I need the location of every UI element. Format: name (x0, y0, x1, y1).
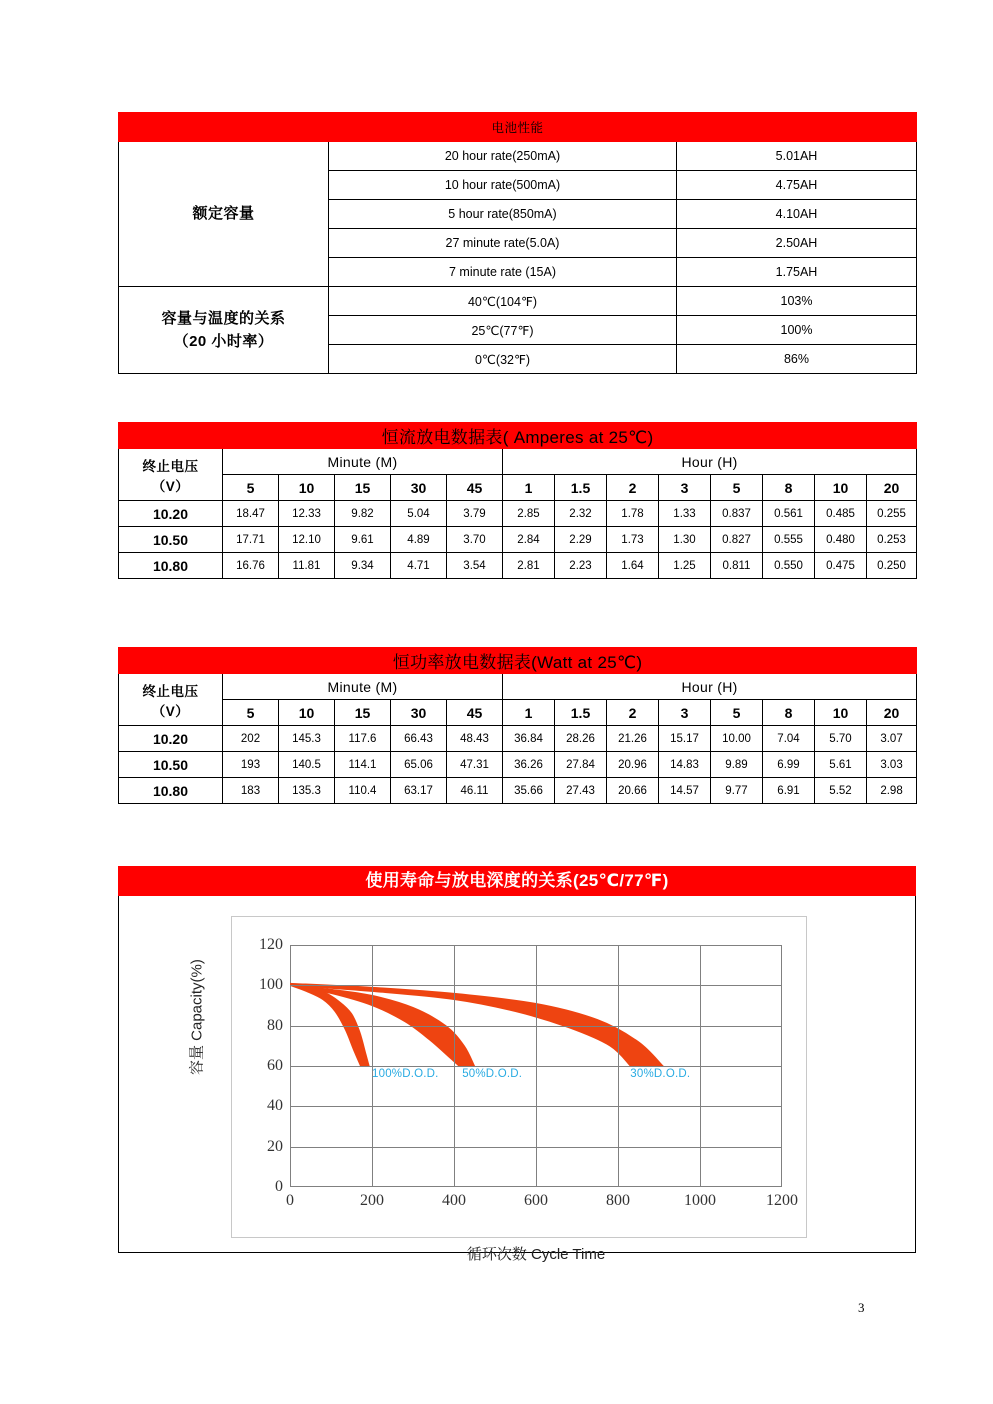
current-cell: 1.73 (607, 527, 659, 553)
current-col-h8: 8 (763, 475, 815, 501)
current-cell: 0.811 (711, 553, 763, 579)
constant-power-discharge-table (118, 647, 917, 804)
capacity-value: 4.75AH (677, 171, 917, 200)
x-gridline (454, 945, 455, 1187)
watt-col-h8: 8 (763, 700, 815, 726)
y-axis-tick-label: 60 (267, 1057, 283, 1074)
x-axis-tick-label: 0 (286, 1192, 294, 1209)
current-cell: 1.30 (659, 527, 711, 553)
watt-cell: 5.61 (815, 752, 867, 778)
current-cell: 1.25 (659, 553, 711, 579)
watt-col-m45: 45 (447, 700, 503, 726)
dod-annotation-label: 50%D.O.D. (462, 1068, 523, 1081)
x-axis-tick-label: 1000 (684, 1192, 716, 1209)
current-col-h1: 1 (503, 475, 555, 501)
y-axis-tick-label: 20 (267, 1137, 283, 1155)
temperature-condition: 40℃(104℉) (329, 287, 677, 316)
current-cell: 3.79 (447, 501, 503, 527)
watt-col-h1p5: 1.5 (555, 700, 607, 726)
current-row-voltage: 10.20 (119, 501, 223, 527)
watt-cell: 9.89 (711, 752, 763, 778)
current-minute-group-header: Minute (M) (223, 449, 503, 475)
watt-cell: 48.43 (447, 726, 503, 752)
current-cell: 0.480 (815, 527, 867, 553)
watt-cell: 3.07 (867, 726, 917, 752)
current-cell: 2.23 (555, 553, 607, 579)
table-column-header-row (119, 700, 917, 726)
watt-cell: 66.43 (391, 726, 447, 752)
current-col-m30: 30 (391, 475, 447, 501)
dod-annotation-label: 30%D.O.D. (630, 1068, 691, 1081)
current-cell: 0.250 (867, 553, 917, 579)
y-axis-tick-label: 120 (259, 936, 283, 953)
rated-capacity-label: 额定容量 (119, 142, 329, 287)
current-col-m5: 5 (223, 475, 279, 501)
current-cell: 17.71 (223, 527, 279, 553)
watt-col-h10: 10 (815, 700, 867, 726)
watt-cell: 140.5 (279, 752, 335, 778)
watt-col-m30: 30 (391, 700, 447, 726)
current-cell: 0.837 (711, 501, 763, 527)
capacity-temperature-label (119, 287, 329, 374)
current-cell: 0.475 (815, 553, 867, 579)
capacity-condition: 5 hour rate(850mA) (329, 200, 677, 229)
current-cell: 0.550 (763, 553, 815, 579)
watt-cell: 46.11 (447, 778, 503, 804)
watt-cell: 47.31 (447, 752, 503, 778)
watt-cell: 36.26 (503, 752, 555, 778)
current-cell: 9.82 (335, 501, 391, 527)
watt-cell: 193 (223, 752, 279, 778)
watt-cell: 9.77 (711, 778, 763, 804)
current-cell: 5.04 (391, 501, 447, 527)
watt-cell: 117.6 (335, 726, 391, 752)
watt-cell: 27.43 (555, 778, 607, 804)
watt-cell: 5.70 (815, 726, 867, 752)
watt-cell: 5.52 (815, 778, 867, 804)
current-col-h10: 10 (815, 475, 867, 501)
current-cell: 0.255 (867, 501, 917, 527)
watt-cell: 114.1 (335, 752, 391, 778)
watt-cell: 6.99 (763, 752, 815, 778)
table-row (119, 752, 917, 778)
y-axis-tick-label: 100 (259, 976, 283, 994)
capacity-condition: 10 hour rate(500mA) (329, 171, 677, 200)
table-row (119, 142, 917, 171)
x-gridline (618, 945, 619, 1187)
current-cell: 2.29 (555, 527, 607, 553)
chart-inner-frame (188, 916, 807, 1263)
capacity-value: 2.50AH (677, 229, 917, 258)
cycle-life-chart-title: 使用寿命与放电深度的关系(25℃/77℉) (118, 866, 916, 896)
battery-performance-table (118, 112, 917, 374)
constant-power-table-wrapper (118, 647, 916, 804)
current-cell: 2.84 (503, 527, 555, 553)
x-axis-tick-label: 800 (606, 1192, 630, 1209)
table-header-row (119, 423, 917, 449)
current-cell: 0.485 (815, 501, 867, 527)
watt-cell: 14.83 (659, 752, 711, 778)
current-cell: 1.33 (659, 501, 711, 527)
current-col-h3: 3 (659, 475, 711, 501)
cycle-life-chart-block (118, 866, 916, 1263)
watt-cell: 135.3 (279, 778, 335, 804)
watt-cell: 28.26 (555, 726, 607, 752)
current-cell: 12.33 (279, 501, 335, 527)
watt-row-voltage: 10.50 (119, 752, 223, 778)
capacity-condition: 20 hour rate(250mA) (329, 142, 677, 171)
watt-voltage-header-line1: 终止电压 (142, 683, 199, 699)
watt-cell: 21.26 (607, 726, 659, 752)
current-cell: 0.253 (867, 527, 917, 553)
table-row (119, 553, 917, 579)
watt-col-m10: 10 (279, 700, 335, 726)
current-cell: 16.76 (223, 553, 279, 579)
watt-row-voltage: 10.80 (119, 778, 223, 804)
watt-cell: 14.57 (659, 778, 711, 804)
table-row (119, 287, 917, 316)
watt-cell: 15.17 (659, 726, 711, 752)
capacity-value: 5.01AH (677, 142, 917, 171)
x-axis-title: 循环次数 Cycle Time (466, 1246, 606, 1263)
table-row (119, 778, 917, 804)
watt-cell: 110.4 (335, 778, 391, 804)
y-axis-tick-label: 80 (267, 1016, 283, 1034)
table-row (119, 726, 917, 752)
watt-cell: 63.17 (391, 778, 447, 804)
x-axis-tick-label: 200 (360, 1192, 384, 1209)
watt-col-h5: 5 (711, 700, 763, 726)
watt-col-m5: 5 (223, 700, 279, 726)
temperature-condition: 0℃(32℉) (329, 345, 677, 374)
watt-cell: 10.00 (711, 726, 763, 752)
watt-voltage-header (119, 674, 223, 726)
y-axis-tick-label: 40 (267, 1097, 283, 1115)
watt-cell: 65.06 (391, 752, 447, 778)
current-table-title: 恒流放电数据表( Amperes at 25℃) (119, 423, 917, 449)
current-cell: 2.81 (503, 553, 555, 579)
table-group-header-row (119, 449, 917, 475)
current-col-h20: 20 (867, 475, 917, 501)
watt-cell: 183 (223, 778, 279, 804)
watt-row-voltage: 10.20 (119, 726, 223, 752)
current-row-voltage: 10.50 (119, 527, 223, 553)
current-col-m10: 10 (279, 475, 335, 501)
watt-minute-group-header: Minute (M) (223, 674, 503, 700)
current-cell: 3.70 (447, 527, 503, 553)
watt-col-h2: 2 (607, 700, 659, 726)
current-cell: 0.561 (763, 501, 815, 527)
y-axis-tick-label: 0 (275, 1178, 283, 1195)
watt-cell: 2.98 (867, 778, 917, 804)
table-header-row (119, 113, 917, 142)
table-header-row (119, 648, 917, 674)
current-cell: 0.555 (763, 527, 815, 553)
current-cell: 11.81 (279, 553, 335, 579)
watt-cell: 6.91 (763, 778, 815, 804)
watt-col-m15: 15 (335, 700, 391, 726)
current-voltage-header (119, 449, 223, 501)
watt-cell: 7.04 (763, 726, 815, 752)
table-group-header-row (119, 674, 917, 700)
watt-col-h20: 20 (867, 700, 917, 726)
watt-cell: 20.66 (607, 778, 659, 804)
capacity-temperature-label-line1: 容量与温度的关系 (161, 309, 286, 327)
watt-cell: 35.66 (503, 778, 555, 804)
x-gridline (372, 945, 373, 1187)
watt-table-title: 恒功率放电数据表(Watt at 25℃) (119, 648, 917, 674)
current-cell: 4.89 (391, 527, 447, 553)
capacity-condition: 7 minute rate (15A) (329, 258, 677, 287)
current-cell: 2.32 (555, 501, 607, 527)
current-col-h1p5: 1.5 (555, 475, 607, 501)
current-col-h5: 5 (711, 475, 763, 501)
chart-plot-area (259, 936, 798, 1209)
temperature-value: 103% (677, 287, 917, 316)
x-gridline (536, 945, 537, 1187)
watt-cell: 20.96 (607, 752, 659, 778)
watt-cell: 145.3 (279, 726, 335, 752)
performance-table-title: 电池性能 (119, 113, 917, 142)
table-column-header-row (119, 475, 917, 501)
dod-annotation-label: 100%D.O.D. (372, 1068, 439, 1081)
current-cell: 2.85 (503, 501, 555, 527)
current-cell: 3.54 (447, 553, 503, 579)
current-col-m15: 15 (335, 475, 391, 501)
current-col-h2: 2 (607, 475, 659, 501)
capacity-value: 1.75AH (677, 258, 917, 287)
table-row (119, 527, 917, 553)
x-axis-tick-label: 1200 (766, 1192, 798, 1209)
current-cell: 0.827 (711, 527, 763, 553)
table-row (119, 501, 917, 527)
current-hour-group-header: Hour (H) (503, 449, 917, 475)
current-cell: 1.64 (607, 553, 659, 579)
battery-performance-table-wrapper (118, 112, 916, 374)
current-voltage-header-line1: 终止电压 (142, 458, 199, 474)
current-cell: 9.61 (335, 527, 391, 553)
current-row-voltage: 10.80 (119, 553, 223, 579)
watt-cell: 27.84 (555, 752, 607, 778)
capacity-value: 4.10AH (677, 200, 917, 229)
x-axis-tick-label: 600 (524, 1192, 548, 1209)
watt-cell: 3.03 (867, 752, 917, 778)
watt-cell: 202 (223, 726, 279, 752)
current-cell: 12.10 (279, 527, 335, 553)
x-axis-tick-label: 400 (442, 1192, 466, 1209)
current-cell: 18.47 (223, 501, 279, 527)
watt-col-h3: 3 (659, 700, 711, 726)
watt-hour-group-header: Hour (H) (503, 674, 917, 700)
temperature-value: 100% (677, 316, 917, 345)
x-gridline (700, 945, 701, 1187)
current-cell: 9.34 (335, 553, 391, 579)
capacity-condition: 27 minute rate(5.0A) (329, 229, 677, 258)
current-col-m45: 45 (447, 475, 503, 501)
constant-current-table-wrapper (118, 422, 916, 579)
watt-cell: 36.84 (503, 726, 555, 752)
watt-col-h1: 1 (503, 700, 555, 726)
temperature-value: 86% (677, 345, 917, 374)
page-number: 3 (858, 1300, 865, 1315)
watt-voltage-header-line2: （V） (151, 703, 190, 719)
current-voltage-header-line2: （V） (151, 478, 190, 494)
y-axis-title: 容量 Capacity(%) (188, 959, 206, 1075)
current-cell: 4.71 (391, 553, 447, 579)
temperature-condition: 25℃(77℉) (329, 316, 677, 345)
current-cell: 1.78 (607, 501, 659, 527)
chart-outer-frame (118, 896, 916, 1263)
constant-current-discharge-table (118, 422, 917, 579)
capacity-temperature-label-line2: （20 小时率） (173, 333, 274, 350)
